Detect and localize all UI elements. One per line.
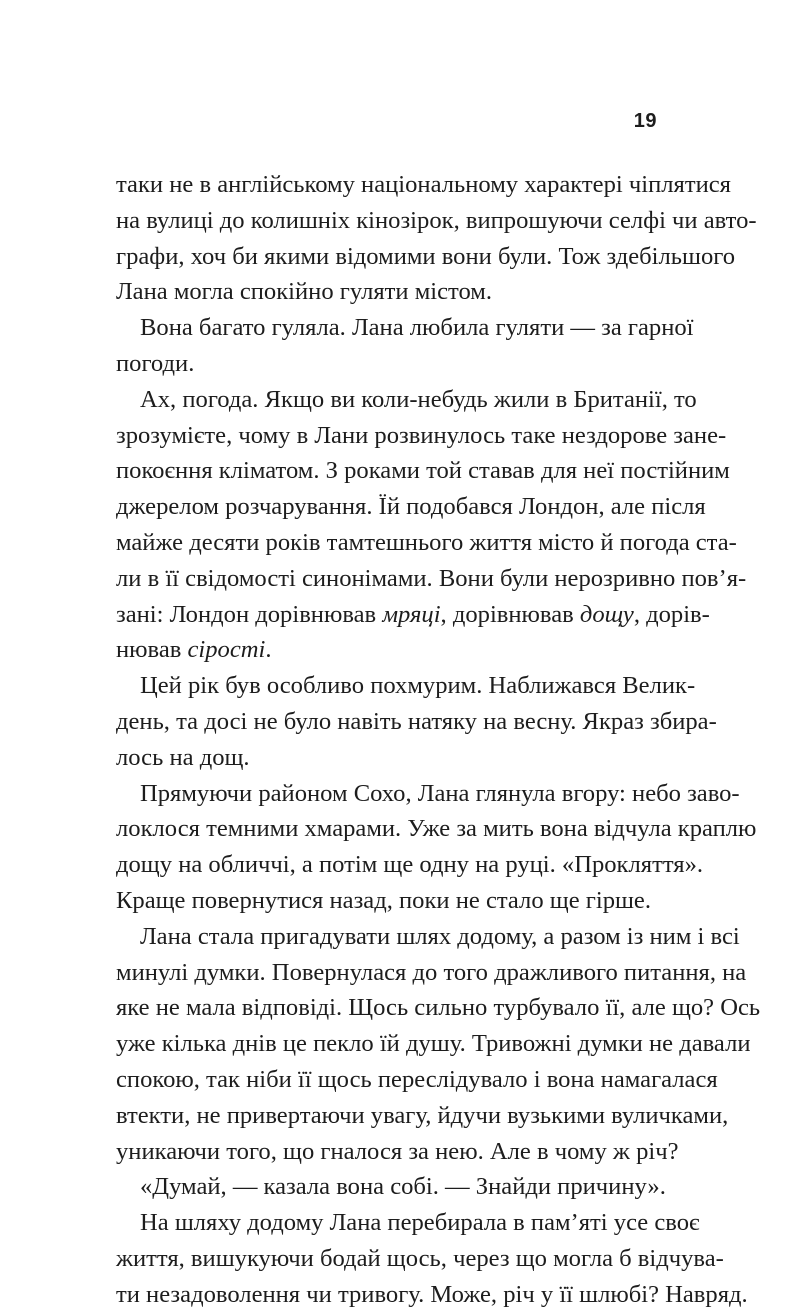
text-line: локлося темними хмарами. Уже за мить вона відчула краплю xyxy=(116,815,757,843)
text-line: яке не мала відповіді. Щось сильно турбувало її, але що? Ось xyxy=(116,994,761,1022)
italic-word: мряці xyxy=(382,600,441,628)
text-line: уже кілька днів це пекло їй душу. Тривожні думки не давали xyxy=(116,1030,751,1058)
text-segment: , дорівнював xyxy=(440,600,580,628)
text-line: Краще повернутися назад, поки не стало ще гірше. xyxy=(116,886,651,914)
text-line xyxy=(116,632,664,668)
text-line: лось на дощ. xyxy=(116,743,250,771)
text-line: джерелом розчарування. Їй подобався Лондон, але після xyxy=(116,493,706,521)
text-line: таки не в англійському національному характері чіплятися xyxy=(116,171,731,198)
text-line: Лана могла спокійно гуляти містом. xyxy=(116,278,493,306)
text-line: Лана стала пригадувати шлях додому, а разом із ним і всі xyxy=(140,922,740,950)
text-line xyxy=(116,597,710,633)
text-line: ти незадоволення чи тривогу. Може, річ у її шлюбі? Навряд. xyxy=(116,1280,748,1308)
page-number: 19 xyxy=(633,110,657,132)
text-line: дощу на обличчі, а потім ще одну на руці. «Прокляття». xyxy=(116,851,704,879)
text-line: зрозумієте, чому в Лани розвинулось таке нездорове зане- xyxy=(116,421,727,449)
text-segment: зані: Лондон дорівнював xyxy=(116,600,383,628)
text-segment: нював xyxy=(116,636,188,664)
text-line: життя, вишукуючи бодай щось, через що могла б відчува- xyxy=(116,1244,724,1272)
text-line: Прямуючи районом Сохо, Лана глянула вгору: небо заво- xyxy=(140,779,740,807)
text-line: на вулиці до колишніх кінозірок, випрошуючи селфі чи авто- xyxy=(116,206,757,234)
text-line: покоєння кліматом. З роками той ставав для неї постійним xyxy=(116,457,730,485)
text-segment: . xyxy=(265,636,272,664)
text-line: Вона багато гуляла. Лана любила гуляти — за гарної xyxy=(140,314,694,342)
text-line: Ах, погода. Якщо ви коли-небудь жили в Британії, то xyxy=(140,385,697,413)
italic-word: дощу xyxy=(579,600,634,628)
text-line: минулі думки. Повернулася до того дражливого питання, на xyxy=(116,958,747,986)
text-line: «Думай, — казала вона собі. — Знайди причину». xyxy=(140,1173,666,1201)
text-line: втекти, не привертаючи увагу, йдучи вузькими вуличками, xyxy=(116,1101,729,1129)
text-line: спокою, так ніби її щось переслідувало і вона намагалася xyxy=(116,1065,718,1093)
body-text xyxy=(116,167,761,1313)
text-line: ли в її свідомості синонімами. Вони були нерозривно пов’я- xyxy=(116,564,747,592)
italic-word: сірості xyxy=(187,636,266,664)
text-line: уникаючи того, що гналося за нею. Але в чому ж річ? xyxy=(116,1137,679,1165)
text-segment: , дорів- xyxy=(633,600,710,628)
text-line: погоди. xyxy=(116,349,195,377)
text-line: графи, хоч би якими відомими вони були. Тож здебільшого xyxy=(116,242,736,270)
text-line: На шляху додому Лана перебирала в пам’яті усе своє xyxy=(140,1209,700,1237)
text-line: день, та досі не було навіть натяку на весну. Якраз збира- xyxy=(116,707,717,735)
text-line: Цей рік був особливо похмурим. Наближався Велик- xyxy=(140,672,696,700)
text-line: майже десяти років тамтешнього життя місто й погода ста- xyxy=(116,528,737,556)
